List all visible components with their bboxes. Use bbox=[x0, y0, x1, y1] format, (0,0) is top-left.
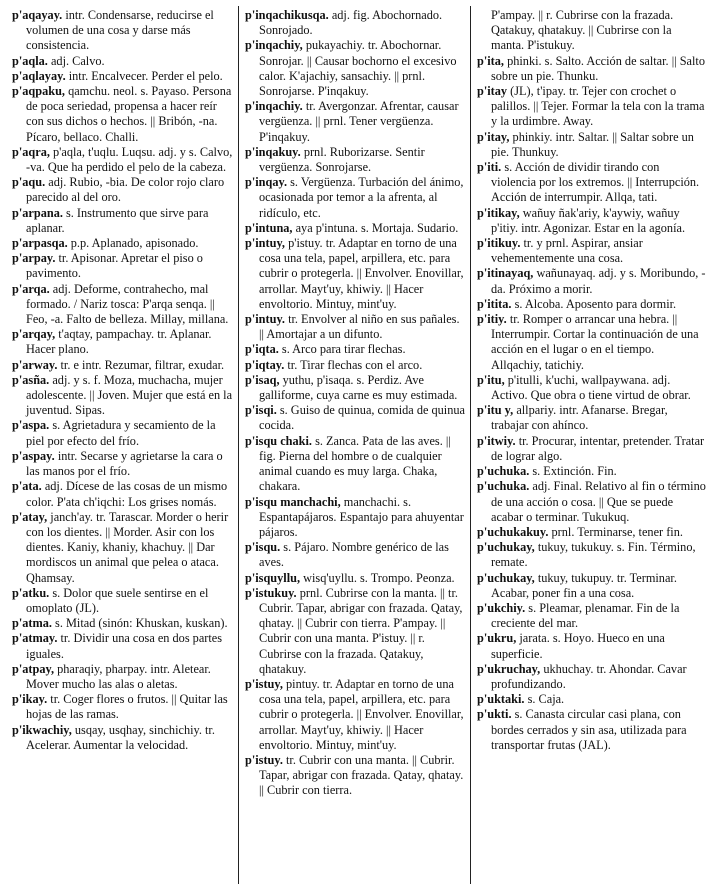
entry-definition: t'aqtay, pampachay. tr. Aplanar. Hacer plano. bbox=[26, 327, 212, 357]
entry-headword: p'isaq, bbox=[245, 372, 280, 387]
entry-definition: s. Extinción. Fin. bbox=[532, 464, 617, 479]
entry-headword: p'atmay. bbox=[12, 631, 58, 646]
entry-definition: adj. Rubio, -bia. De color rojo claro parecido al del oro. bbox=[26, 175, 225, 205]
entry-definition: (JL), t'ipay. tr. Tejer con crochet o palillos. || Tejer. Formar la tela con la trama y la urdimbre. Away. bbox=[491, 84, 705, 129]
entry-definition: tr. e intr. Rezumar, filtrar, exudar. bbox=[60, 357, 225, 372]
entry-definition: s. Zanca. Pata de las aves. || fig. Pierna del hombre o de cualquier animal cuando es muy larga. Chaka, chakara. bbox=[259, 433, 451, 494]
dictionary-entry bbox=[12, 206, 234, 236]
dictionary-entry bbox=[477, 236, 707, 266]
entry-headword: p'aqra, bbox=[12, 144, 50, 159]
dictionary-entry bbox=[245, 342, 467, 357]
entry-headword: p'inqachiy. bbox=[245, 99, 303, 114]
entry-definition: prnl. Terminarse, tener fin. bbox=[551, 524, 683, 539]
entry-definition: adj. Calvo. bbox=[50, 53, 105, 68]
entry-definition: jarata. s. Hoyo. Hueco en una superficie. bbox=[491, 631, 665, 661]
dictionary-entry bbox=[12, 586, 234, 616]
entry-headword: p'ata. bbox=[12, 479, 42, 494]
entry-headword: p'inqay. bbox=[245, 175, 288, 190]
entry-definition: prnl. Ruborizarse. Sentir vergüenza. Sonrojarse. bbox=[259, 144, 425, 175]
dictionary-entry bbox=[12, 616, 234, 631]
dictionary-entry bbox=[477, 479, 707, 525]
entry-definition: tr. y prnl. Aspirar, ansiar vehementemente una cosa. bbox=[491, 236, 643, 266]
entry-headword: p'isqu chaki. bbox=[245, 433, 312, 448]
entry-definition: tukuy, tukukuy. s. Fin. Término, remate. bbox=[491, 540, 696, 570]
entry-definition: aya p'intuna. s. Mortaja. Sudario. bbox=[295, 220, 459, 235]
dictionary-entry bbox=[12, 251, 234, 281]
dictionary-entry bbox=[477, 84, 707, 130]
entry-headword: p'inqakuy. bbox=[245, 144, 301, 159]
entry-definition: p.p. Aplanado, apisonado. bbox=[70, 236, 199, 251]
entry-headword: p'arpay. bbox=[12, 251, 56, 266]
dictionary-entry bbox=[12, 418, 234, 448]
dictionary-entry bbox=[477, 631, 707, 661]
dictionary-entry bbox=[245, 99, 467, 145]
dictionary-entry bbox=[12, 723, 234, 753]
entry-definition: prnl. Cubrirse con la manta. || tr. Cubrir. Tapar, abrigar con frazada. Qatay, qhatay. || Cubrir con tierra. P'ampay. || Cubrir con una manta. P'istuy. || r. Cubrirse con la frazada. Qatakuy, qhatakuy. bbox=[259, 585, 463, 676]
dictionary-entry bbox=[477, 130, 707, 160]
entry-definition: p'aqla, t'uqlu. Luqsu. adj. y s. Calvo, -va. Que ha perdido el pelo de la cabeza. bbox=[26, 144, 233, 175]
entry-headword: p'uchuka. bbox=[477, 464, 530, 479]
entry-definition: p'itulli, k'uchi, wallpaywana. adj. Activo. Que obra o tiene virtud de obrar. bbox=[491, 372, 691, 403]
entry-definition: tr. Apisonar. Apretar el piso o pavimento. bbox=[26, 251, 203, 281]
dictionary-entry bbox=[477, 54, 707, 84]
entry-definition: intr. Encalvecer. Perder el pelo. bbox=[68, 68, 223, 83]
entry-headword: p'ita, bbox=[477, 53, 504, 68]
dictionary-entry bbox=[245, 236, 467, 312]
entry-headword: p'aqu. bbox=[12, 175, 46, 190]
entry-headword: p'aspa. bbox=[12, 418, 50, 433]
entry-headword: p'ikay. bbox=[12, 692, 48, 707]
entry-headword: p'itu y, bbox=[477, 403, 514, 418]
entry-definition: s. Pájaro. Nombre genérico de las aves. bbox=[259, 540, 449, 570]
entry-headword: p'ikwachiy, bbox=[12, 722, 72, 737]
dictionary-entry bbox=[12, 282, 234, 328]
entry-definition: yuthu, p'isaqa. s. Perdiz. Ave galliforme, cuya carne es muy estimada. bbox=[259, 372, 458, 403]
entry-definition: s. Mitad (sinón: Khuskan, kuskan). bbox=[55, 616, 228, 631]
entry-headword: p'atay, bbox=[12, 509, 48, 524]
dictionary-entry bbox=[477, 464, 707, 479]
entry-definition: tr. Procurar, intentar, pretender. Tratar de lograr algo. bbox=[491, 433, 705, 463]
entry-definition: s. Acción de dividir tirando con violencia por los extremos. || Interrupción. Acción de interrumpir. Allqa, tati. bbox=[491, 160, 700, 205]
dictionary-entry bbox=[477, 266, 707, 296]
dictionary-entry bbox=[12, 449, 234, 479]
entry-headword: p'istuy. bbox=[245, 752, 283, 767]
entry-headword: p'intuy, bbox=[245, 236, 285, 251]
dictionary-entry bbox=[477, 8, 707, 54]
dictionary-entry bbox=[12, 662, 234, 692]
dictionary-entry bbox=[477, 297, 707, 312]
dictionary-entry bbox=[477, 707, 707, 753]
entry-definition: pukayachiy. tr. Abochornar. Sonrojar. || Causar bochorno el excesivo calor. K'ajachiy, sansachiy. || prnl. Sonrojarse. P'inqakuy. bbox=[259, 38, 457, 99]
entry-headword: p'itita. bbox=[477, 296, 512, 311]
dictionary-entry bbox=[12, 145, 234, 175]
entry-definition: pintuy. tr. Adaptar en torno de una cosa una tela, papel, arpillera, etc. para cubrir o protegerla. || Envolver. Enovillar, arrollar. Mayt'uy, khiwiy. || Hacer envoltorio. Mintuy, mint'uy. bbox=[259, 676, 464, 752]
entry-headword: p'aqpaku, bbox=[12, 84, 65, 99]
dictionary-entry bbox=[12, 69, 234, 84]
entry-headword: p'isqu manchachi, bbox=[245, 494, 341, 509]
dictionary-entry bbox=[477, 692, 707, 707]
entry-headword: p'ukru, bbox=[477, 631, 517, 646]
dictionary-entry bbox=[12, 8, 234, 54]
dictionary-entry bbox=[477, 525, 707, 540]
entry-headword: p'uktaki. bbox=[477, 692, 525, 707]
dictionary-entry bbox=[477, 601, 707, 631]
dictionary-entry bbox=[245, 753, 467, 799]
dictionary-entry bbox=[12, 84, 234, 145]
entry-definition: usqay, usqhay, sinchichiy. tr. Acelerar. Aumentar la velocidad. bbox=[26, 722, 215, 752]
entry-definition: s. Caja. bbox=[527, 692, 565, 707]
entry-headword: p'arqa. bbox=[12, 281, 50, 296]
entry-definition: janch'ay. tr. Tarascar. Morder o herir con los dientes. || Morder. Asir con los dientes. Kaniy, khaniy, khachuy. || Dar mordiscos un animal que pelea o ataca. Qhamsay. bbox=[26, 509, 229, 585]
entry-headword: p'arway. bbox=[12, 357, 58, 372]
entry-definition: P'ampay. || r. Cubrirse con la frazada. Qatakuy, qhatakuy. || Cubrirse con la manta. P'istukuy. bbox=[491, 8, 674, 53]
entry-definition: phinki. s. Salto. Acción de saltar. || Salto sobre un pie. Thunku. bbox=[491, 53, 705, 83]
dictionary-entry bbox=[12, 373, 234, 419]
entry-headword: p'aqayay. bbox=[12, 8, 63, 22]
entry-headword: p'itikuy. bbox=[477, 236, 521, 251]
entry-headword: p'arpana. bbox=[12, 205, 63, 220]
entry-headword: p'intuy. bbox=[245, 312, 285, 327]
dictionary-entry bbox=[245, 312, 467, 342]
entry-headword: p'istukuy. bbox=[245, 585, 297, 600]
entry-headword: p'uchukay, bbox=[477, 570, 535, 585]
entry-definition: tr. Avergonzar. Afrentar, causar vergüenza. || prnl. Tener vergüenza. P'inqakuy. bbox=[259, 99, 459, 144]
entry-definition: tr. Cubrir con una manta. || Cubrir. Tapar, abrigar con frazada. Qatay, qhatay. || Cubrir con tierra. bbox=[259, 752, 464, 798]
entry-definition: s. Vergüenza. Turbación del ánimo, ocasionada por temor a la afrenta, al ridículo, etc. bbox=[259, 175, 464, 220]
dictionary-entry bbox=[245, 38, 467, 99]
entry-definition: tr. Envolver al niño en sus pañales. || Amortajar a un difunto. bbox=[259, 312, 460, 342]
entry-headword: p'iqtay. bbox=[245, 357, 285, 372]
dictionary-entry bbox=[12, 479, 234, 509]
column-left bbox=[12, 8, 234, 892]
entry-definition: adj. Deforme, contrahecho, mal formado. / Nariz tosca: P'arqa senqa. || Feo, -a. Falto de belleza. Millay, millana. bbox=[26, 281, 229, 327]
entry-definition: s. Arco para tirar flechas. bbox=[281, 342, 406, 357]
entry-headword: p'aqla. bbox=[12, 53, 48, 68]
dictionary-entry bbox=[12, 631, 234, 661]
entry-headword: p'arpasqa. bbox=[12, 236, 68, 251]
dictionary-entry bbox=[12, 54, 234, 69]
entry-definition: adj. fig. Abochornado. Sonrojado. bbox=[259, 8, 443, 38]
column-divider-left bbox=[238, 6, 239, 884]
dictionary-entry bbox=[12, 327, 234, 357]
entry-headword: p'itinayaq, bbox=[477, 266, 534, 281]
entry-definition: intr. Condensarse, reducirse el volumen de una cosa y darse más consistencia. bbox=[26, 8, 214, 53]
entry-definition: wisq'uyllu. s. Trompo. Peonza. bbox=[303, 570, 455, 585]
entry-definition: wañuy ñak'ariy, k'aywiy, wañuy p'itiy. intr. Agonizar. Estar en la agonía. bbox=[491, 205, 686, 235]
column-divider-right bbox=[470, 6, 471, 884]
entry-headword: p'ukruchay, bbox=[477, 661, 541, 676]
column-middle bbox=[245, 8, 467, 892]
entry-headword: p'asña. bbox=[12, 372, 50, 387]
dictionary-entry bbox=[12, 175, 234, 205]
entry-definition: allpariy. intr. Afanarse. Bregar, trabajar con ahínco. bbox=[491, 403, 668, 433]
dictionary-entry bbox=[245, 571, 467, 586]
entry-headword: p'itwiy. bbox=[477, 433, 516, 448]
entry-headword: p'inqachiy, bbox=[245, 38, 303, 53]
entry-headword: p'atku. bbox=[12, 585, 50, 600]
dictionary-entry bbox=[12, 510, 234, 586]
entry-headword: p'uchukay, bbox=[477, 540, 535, 555]
dictionary-entry bbox=[477, 434, 707, 464]
dictionary-entry bbox=[12, 236, 234, 251]
dictionary-entry bbox=[245, 358, 467, 373]
dictionary-entry bbox=[477, 571, 707, 601]
entry-headword: p'atpay, bbox=[12, 661, 55, 676]
dictionary-entry bbox=[477, 373, 707, 403]
dictionary-entry bbox=[477, 662, 707, 692]
entry-definition: ukhuchay. tr. Ahondar. Cavar profundizando. bbox=[491, 661, 687, 691]
column-right bbox=[477, 8, 707, 892]
dictionary-entry bbox=[477, 312, 707, 373]
entry-definition: adj. y s. f. Moza, muchacha, mujer adolescente. || Joven. Mujer que está en la juventud. Sipas. bbox=[26, 372, 233, 418]
entry-definition: s. Instrumento que sirve para aplanar. bbox=[26, 205, 209, 235]
entry-definition: s. Canasta circular casi plana, con bordes cerrados y sin asa, utilizada para transportar frutas (JAL). bbox=[491, 707, 687, 752]
entry-headword: p'itay, bbox=[477, 129, 510, 144]
entry-headword: p'iqta. bbox=[245, 342, 279, 357]
entry-headword: p'isqi. bbox=[245, 403, 277, 418]
entry-headword: p'itiy. bbox=[477, 312, 507, 327]
entry-headword: p'ukchiy. bbox=[477, 600, 526, 615]
entry-definition: tr. Tirar flechas con el arco. bbox=[287, 357, 423, 372]
dictionary-entry bbox=[245, 586, 467, 677]
entry-definition: tr. Romper o arrancar una hebra. || Interrumpir. Cortar la continuación de una acción en el lugar o en el tiempo. Allqachiy, tatichiy. bbox=[491, 312, 699, 372]
dictionary-entry bbox=[245, 145, 467, 175]
entry-definition: s. Pleamar, plenamar. Fin de la creciente del mar. bbox=[491, 600, 680, 631]
entry-headword: p'isqu. bbox=[245, 540, 281, 555]
entry-headword: p'inqachikusqa. bbox=[245, 8, 329, 22]
entry-headword: p'arqay, bbox=[12, 327, 56, 342]
dictionary-entry bbox=[477, 403, 707, 433]
dictionary-entry bbox=[245, 8, 467, 38]
dictionary-entry bbox=[245, 434, 467, 495]
entry-definition: p'istuy. tr. Adaptar en torno de una cosa una tela, papel, arpillera, etc. para cubrir o protegerla. || Envolver. Enovillar, arrollar. Mayt'uy, khiwiy. || Hacer envoltorio. Mintuy, mint'uy. bbox=[259, 236, 464, 311]
entry-definition: tr. Dividir una cosa en dos partes iguales. bbox=[26, 631, 223, 661]
entry-headword: p'uchukakuy. bbox=[477, 524, 549, 539]
entry-headword: p'iti. bbox=[477, 160, 502, 175]
entry-headword: p'ukti. bbox=[477, 707, 512, 722]
entry-headword: p'intuna, bbox=[245, 220, 293, 235]
dictionary-entry bbox=[245, 495, 467, 541]
entry-headword: p'itikay, bbox=[477, 205, 520, 220]
entry-headword: p'atma. bbox=[12, 616, 52, 631]
entry-headword: p'aqlayay. bbox=[12, 68, 66, 83]
entry-definition: tr. Coger flores o frutos. || Quitar las hojas de las ramas. bbox=[26, 692, 228, 722]
dictionary-entry bbox=[477, 160, 707, 206]
dictionary-entry bbox=[245, 403, 467, 433]
entry-definition: s. Guiso de quinua, comida de quinua cocida. bbox=[259, 403, 465, 433]
entry-definition: pharaqiy, pharpay. intr. Aletear. Mover mucho las alas o aletas. bbox=[26, 661, 211, 691]
entry-headword: p'isquyllu, bbox=[245, 570, 301, 585]
entry-headword: p'istuy, bbox=[245, 676, 283, 691]
dictionary-entry bbox=[245, 221, 467, 236]
dictionary-entry bbox=[245, 373, 467, 403]
entry-definition: phinkiy. intr. Saltar. || Saltar sobre un pie. Thunkuy. bbox=[491, 129, 694, 159]
dictionary-entry bbox=[477, 540, 707, 570]
entry-headword: p'uchuka. bbox=[477, 479, 530, 494]
dictionary-entry bbox=[12, 358, 234, 373]
entry-definition: adj. Dícese de las cosas de un mismo color. P'ata ch'iqchi: Los grises nomás. bbox=[26, 479, 228, 509]
entry-definition: tukuy, tukupuy. tr. Terminar. Acabar, poner fin a una cosa. bbox=[491, 570, 677, 600]
entry-headword: p'itu, bbox=[477, 372, 505, 387]
entry-definition: s. Dolor que suele sentirse en el omoplato (JL). bbox=[26, 585, 209, 615]
entry-headword: p'aspay. bbox=[12, 448, 55, 463]
entry-definition: s. Agrietadura y secamiento de la piel por efecto del frío. bbox=[26, 418, 216, 448]
dictionary-entry bbox=[245, 540, 467, 570]
dictionary-entry bbox=[245, 677, 467, 753]
entry-definition: wañunayaq. adj. y s. Moribundo, -da. Próximo a morir. bbox=[491, 266, 706, 296]
dictionary-entry bbox=[245, 175, 467, 221]
entry-definition: adj. Final. Relativo al fin o término de una acción o cosa. || Que se puede acabar o terminar. Tukukuq. bbox=[491, 479, 706, 524]
dictionary-entry bbox=[477, 206, 707, 236]
entry-headword: p'itay bbox=[477, 84, 508, 99]
entry-definition: manchachi. s. Espantapájaros. Espantajo para ahuyentar pájaros. bbox=[259, 494, 464, 539]
dictionary-entry bbox=[12, 692, 234, 722]
entry-definition: intr. Secarse y agrietarse la cara o las manos por el frío. bbox=[26, 448, 223, 479]
entry-definition: s. Alcoba. Aposento para dormir. bbox=[514, 296, 677, 311]
entry-definition: qamchu. neol. s. Payaso. Persona de poca seriedad, propensa a hacer reír con sus dichos o hechos. || Bribón, -na. Pícaro, bellaco. Challi. bbox=[26, 84, 232, 144]
